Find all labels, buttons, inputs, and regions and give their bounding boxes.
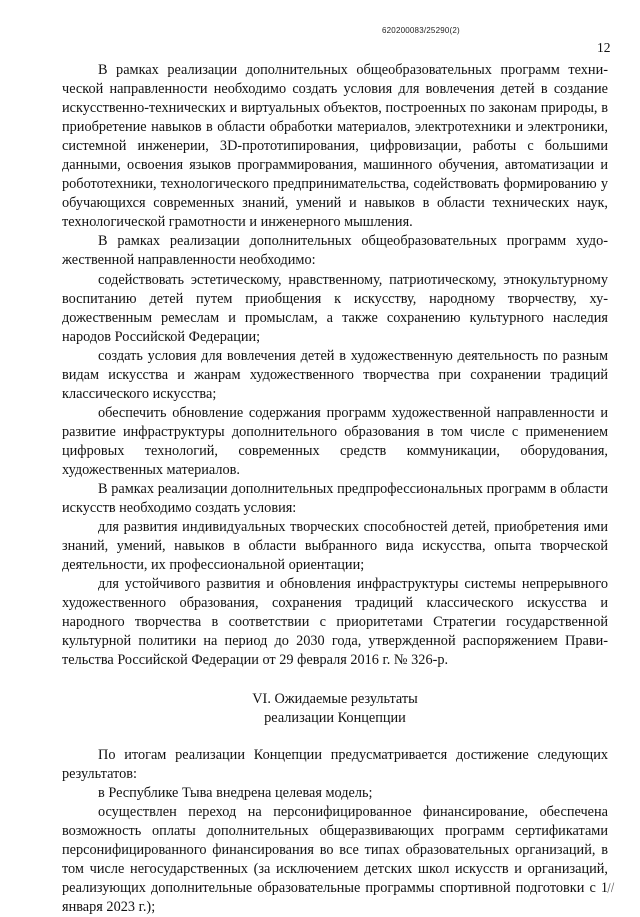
paragraph-artistic-item-1: содействовать эстетическому, нравственному, патриотическому, этнокультурному воспитанию детей путем приобщения к искусству, народному творчеству, художественным ремеслам и промыслам, а также сохранению культурного наследия народов Российской Федерации;: [62, 271, 608, 345]
paragraph-artistic-intro: В рамках реализации дополнительных общеобразовательных программ художественной направленности необходимо:: [62, 233, 608, 269]
paragraph-results-intro: По итогам реализации Концепции предусматривается достижение следующих результатов:: [62, 746, 608, 782]
paragraph-results-item-1: в Республике Тыва внедрена целевая модель;: [98, 784, 373, 801]
section-heading: [62, 690, 608, 728]
paragraph-results-item-2: осуществлен переход на персонифицированное финансирование, обеспечена возможность оплаты дополнительных общеразвивающих программ сертификатами персонифицированного финансирования во все типах образовательных организаций, в том числе негосударственных (за исключением детских школ искусств и организаций, реализующих дополнительные образовательные программы спортивной подготовки с 1 января 2023 г.);: [62, 803, 608, 915]
document-id: 620200083/25290(2): [382, 26, 460, 35]
section-heading-line-1: VI. Ожидаемые результаты: [252, 690, 418, 707]
page-number: 12: [597, 40, 611, 55]
paragraph-artistic-item-3: обеспечить обновление содержания программ художественной направленности и развитие инфраструктуры дополнительного образования в том числе с применением цифровых технологий, современных средств коммуникации, оборудования, художественных материалов.: [62, 404, 608, 478]
section-heading-line-2: реализации Концепции: [264, 709, 406, 726]
document-body: [62, 61, 608, 917]
handwritten-mark: //: [605, 879, 616, 896]
paragraph-preprofessional-item-2: для устойчивого развития и обновления инфраструктуры системы непрерывного художественного образования, сохранения традиций классического искусства и народного творчества в соответствии с приоритетами Стратегии государственной культурной политики на период до 2030 года, утвержденной распоряжением Правительства Российской Федерации от 29 февраля 2016 г. № 326-р.: [62, 576, 608, 669]
paragraph-preprofessional-intro: В рамках реализации дополнительных предпрофессиональных программ в области искусств необходимо создать условия:: [62, 481, 608, 517]
paragraph-preprofessional-item-1: для развития индивидуальных творческих способностей детей, приобретения ими знаний, умений, навыков в области выбранного вида искусства, опыта творческой деятельности, их профессиональной ориентации;: [62, 519, 608, 574]
paragraph-technical: В рамках реализации дополнительных общеобразовательных программ технической направленности необходимо создать условия для вовлечения детей в создание искусственно-технических и виртуальных объектов, построенных по законам природы, в приобретение навыков в области обработки материалов, электротехники и электроники, системной инженерии, 3D-прототипирования, цифровизации, работы с большими данными, освоения языков программирования, машинного обучения, автоматизации и робототехники, технологического предпринимательства, содействовать формированию у обучающихся современных знаний, умений и навыков в области технических наук, технологической грамотности и инженерного мышления.: [62, 62, 608, 231]
paragraph-artistic-item-2: создать условия для вовлечения детей в художественную деятельность по разным видам искусства и жанрам художественного творчества при сохранении традиций классического искусства;: [62, 347, 608, 402]
